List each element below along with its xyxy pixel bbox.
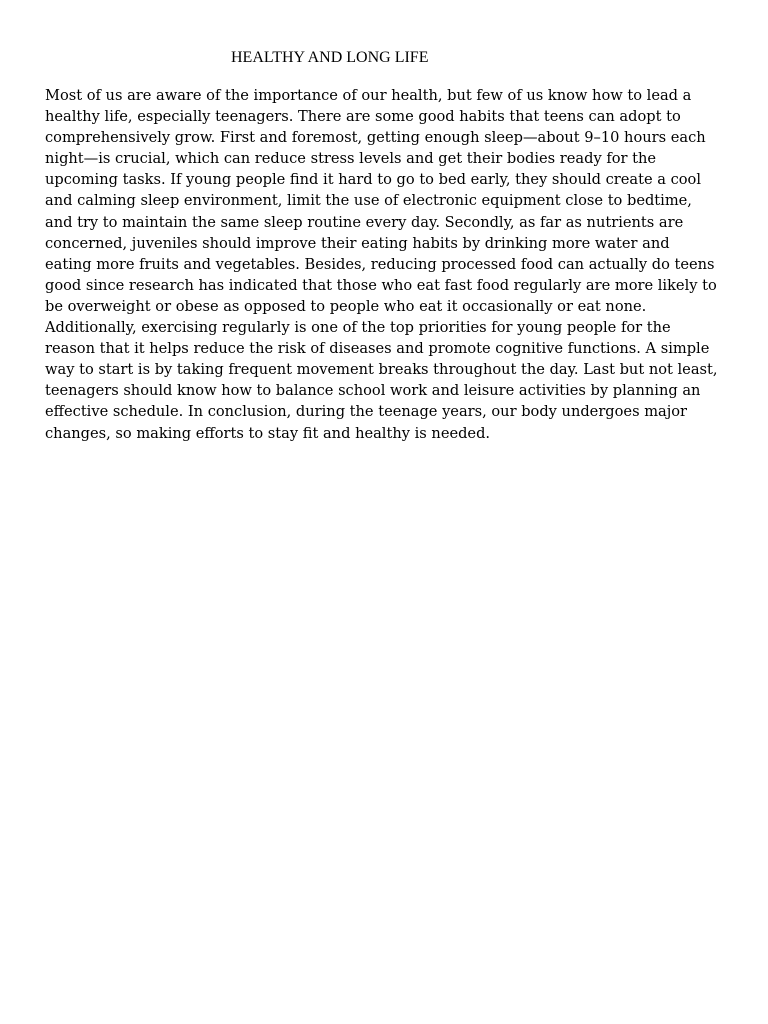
body-line: night—is crucial, which can reduce stress levels and get their bodies ready for the (45, 150, 657, 168)
body-line: effective schedule. In conclusion, during the teenage years, our body undergoes major (45, 403, 688, 421)
body-line: be overweight or obese as opposed to people who eat it occasionally or eat none. (45, 297, 647, 315)
body-line: comprehensively grow. First and foremost, getting enough sleep—about 9–10 hours each (45, 129, 706, 147)
body-line: good since research has indicated that those who eat fast food regularly are more likely to (45, 276, 717, 294)
body-line: Additionally, exercising regularly is one of the top priorities for young people for the (45, 319, 671, 337)
body-line: upcoming tasks. If young people find it hard to go to bed early, they should create a cool (45, 171, 702, 189)
body-line: reason that it helps reduce the risk of diseases and promote cognitive functions. A simple (45, 340, 710, 358)
body-line: way to start is by taking frequent movement breaks throughout the day. Last but not least, (45, 361, 718, 379)
body-line: Most of us are aware of the importance of our health, but few of us know how to lead a (45, 87, 692, 104)
body-line: teenagers should know how to balance school work and leisure activities by planning an (45, 382, 701, 400)
body-line: concerned, juveniles should improve their eating habits by drinking more water and (45, 234, 670, 252)
body-line: and try to maintain the same sleep routine every day. Secondly, as far as nutrients are (45, 213, 684, 231)
document-title: HEALTHY AND LONG LIFE (231, 49, 429, 66)
document-body (45, 85, 718, 444)
body-line: and calming sleep environment, limit the use of electronic equipment close to bedtime, (45, 192, 692, 210)
body-line: changes, so making efforts to stay fit and healthy is needed. (45, 424, 491, 442)
body-line: eating more fruits and vegetables. Besides, reducing processed food can actually do teens (45, 255, 715, 273)
body-line: healthy life, especially teenagers. There are some good habits that teens can adopt to (45, 108, 681, 126)
